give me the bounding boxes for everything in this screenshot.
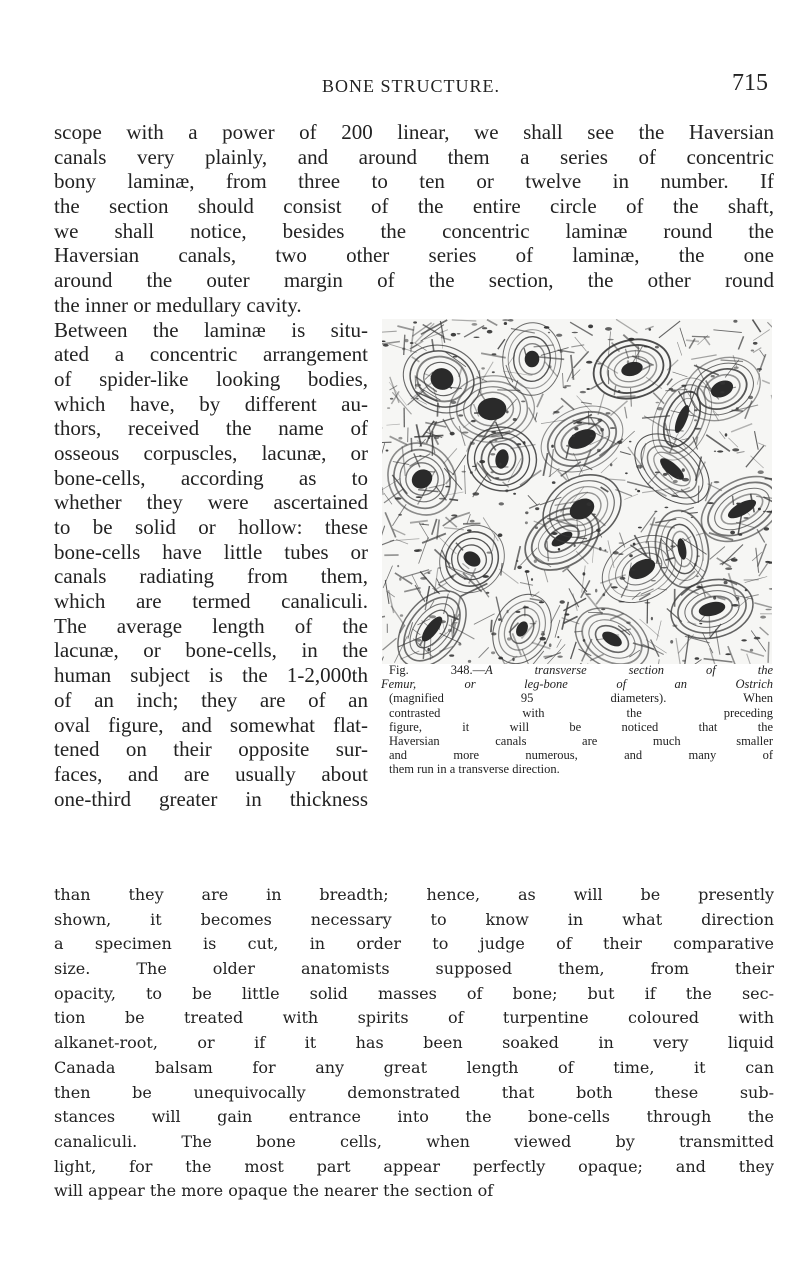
caption-line: Haversian canals are much smaller: [389, 733, 773, 748]
text-line: shown, it becomes necessary to know in what direction: [54, 909, 774, 929]
bone-section-illustration: [382, 319, 772, 664]
figure-caption: [381, 663, 773, 777]
caption-line: figure, it will be noticed that the: [389, 719, 773, 734]
text-line: Haversian canals, two other series of laminæ, the one: [54, 243, 774, 268]
text-line: of an inch; they are of an: [54, 687, 368, 712]
page-number: 715: [732, 70, 768, 96]
text-line: size. The older anatomists supposed them, from their: [54, 959, 774, 979]
text-line: than they are in breadth; hence, as will be presently: [54, 885, 774, 904]
text-line: alkanet-root, or if it has been soaked in very liquid: [54, 1033, 774, 1053]
caption-line: contrasted with the preceding: [389, 705, 773, 720]
page-header: [54, 70, 768, 104]
text-line: canals very plainly, and around them a series of concentric: [54, 144, 774, 169]
bone-section-figure: [382, 319, 772, 664]
text-line: opacity, to be little solid masses of bone; but if the sec-: [54, 983, 774, 1003]
text-line: oval figure, and somewhat flat-: [54, 712, 368, 737]
text-line: will appear the more opaque the nearer the section of: [54, 1181, 494, 1201]
text-line: bony laminæ, from three to ten or twelve in number. If: [54, 169, 774, 194]
text-line: around the outer margin of the section, the other round: [54, 268, 774, 293]
figure-label: Fig. 348.—: [389, 663, 486, 677]
text-line: the inner or medullary cavity.: [54, 292, 302, 317]
text-line: canals radiating from them,: [54, 564, 368, 589]
text-line: then be unequivocally demonstrated that both these sub-: [54, 1082, 774, 1102]
text-line: to be solid or hollow: these: [54, 515, 368, 539]
text-line: Between the laminæ is situ-: [54, 317, 368, 342]
text-line: thors, received the name of: [54, 416, 368, 441]
text-line: bone-cells, according as to: [54, 465, 368, 490]
caption-line: (magnified 95 diameters). When: [389, 691, 773, 706]
text-line: human subject is the 1-2,000th: [54, 663, 368, 688]
figure-title: A transverse section of the: [485, 663, 773, 677]
text-line: the section should consist of the entire circle of the shaft,: [54, 194, 774, 219]
text-line: which have, by different au-: [54, 391, 368, 416]
text-line: of spider-like looking bodies,: [54, 366, 368, 391]
text-line: a specimen is cut, in order to judge of their comparative: [54, 934, 774, 954]
text-line: tion be treated with spirits of turpentine coloured with: [54, 1008, 774, 1028]
text-line: we shall notice, besides the concentric laminæ round the: [54, 218, 774, 243]
lower-text: [54, 885, 774, 1206]
text-line: osseous corpuscles, lacunæ, or: [54, 440, 368, 465]
text-line: one-third greater in thickness: [54, 786, 368, 811]
text-line: faces, and are usually about: [54, 761, 368, 786]
text-line: ated a concentric arrangement: [54, 342, 368, 367]
text-line: light, for the most part appear perfectly opaque; and they: [54, 1156, 774, 1176]
text-line: which are termed canaliculi.: [54, 589, 368, 614]
text-line: The average length of the: [54, 613, 368, 638]
caption-line: and more numerous, and many of: [389, 748, 773, 763]
side-column: [54, 318, 368, 812]
text-line: bone-cells have little tubes or: [54, 539, 368, 564]
text-line: Canada balsam for any great length of time, it can: [54, 1057, 774, 1077]
caption-first-line: [381, 663, 773, 677]
running-title: BONE STRUCTURE.: [321, 76, 500, 96]
text-line: lacunæ, or bone-cells, in the: [54, 638, 368, 663]
text-line: whether they were ascertained: [54, 490, 368, 515]
text-line: tened on their opposite sur-: [54, 737, 368, 762]
text-line: canaliculi. The bone cells, when viewed by transmitted: [54, 1131, 774, 1151]
text-line: scope with a power of 200 linear, we shall see the Haversian: [54, 120, 774, 144]
text-line: stances will gain entrance into the bone-cells through the: [54, 1107, 774, 1127]
caption-line: them run in a transverse direction.: [389, 762, 560, 777]
figure-title-continued: Femur, or leg-bone of an Ostrich: [381, 677, 773, 692]
